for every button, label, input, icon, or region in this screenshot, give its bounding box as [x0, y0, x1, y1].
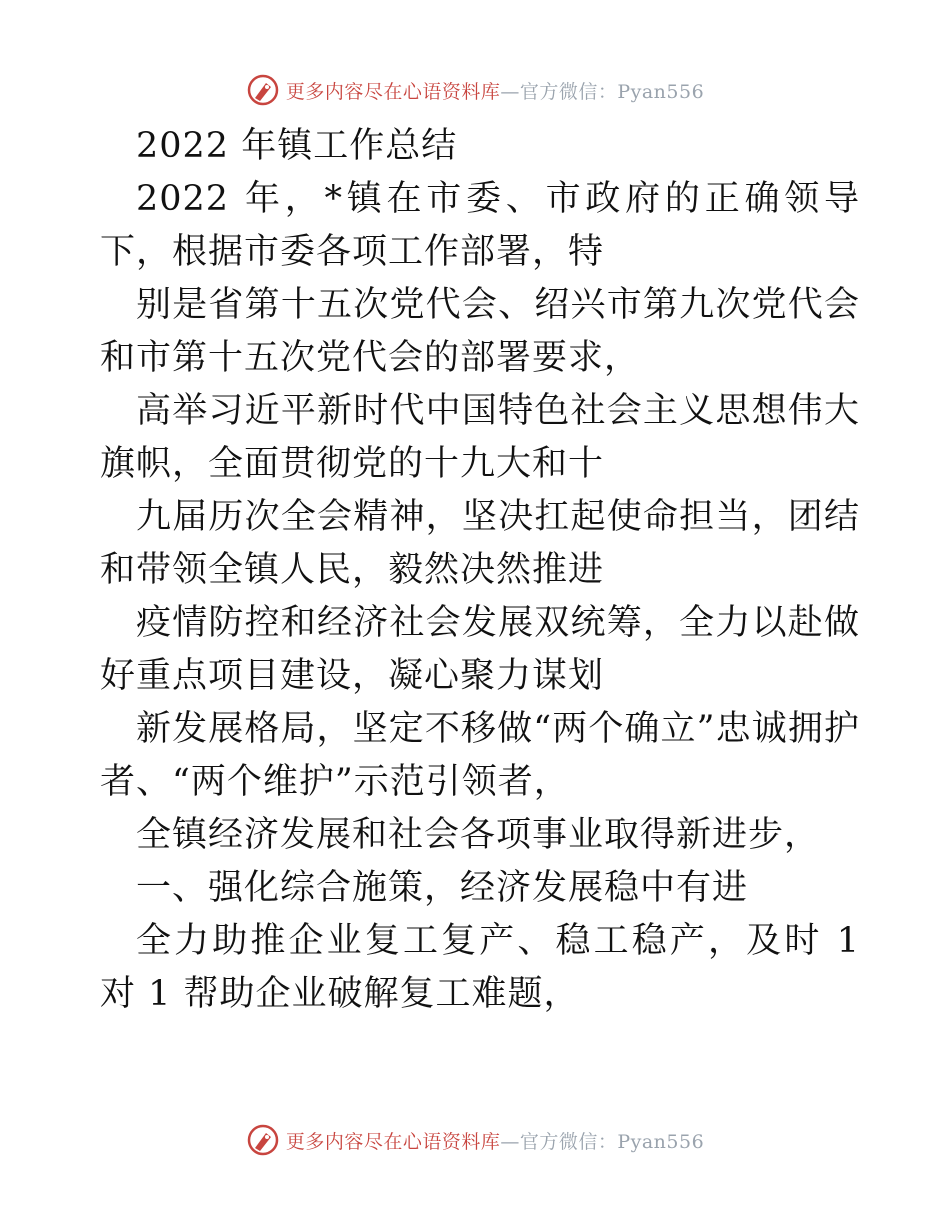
paragraph: 全力助推企业复工复产、稳工稳产，及时 1 对 1 帮助企业破解复工难题， [100, 921, 860, 1014]
watermark-contact-text: 官方微信：Pyan556 [519, 1130, 705, 1153]
watermark-separator: — [500, 80, 520, 103]
paragraph: 全镇经济发展和社会各项事业取得新进步， [136, 815, 821, 855]
watermark-brand-text: 更多内容尽在心语资料库 [285, 80, 501, 103]
watermark-contact-text: 官方微信：Pyan556 [519, 80, 705, 103]
watermark-brand-text: 更多内容尽在心语资料库 [285, 1130, 501, 1153]
paragraph: 新发展格局，坚定不移做“两个确立”忠诚拥护者、“两个维护”示范引领者， [100, 709, 860, 802]
footer-watermark [0, 1120, 950, 1160]
paragraph: 别是省第十五次党代会、绍兴市第九次党代会和市第十五次党代会的部署要求， [100, 285, 860, 378]
pen-nib-logo-icon [246, 1123, 280, 1157]
header-watermark [0, 70, 950, 110]
paragraph: 疫情防控和经济社会发展双统筹，全力以赴做好重点项目建设，凝心聚力谋划 [100, 603, 860, 696]
pen-nib-logo-icon [246, 73, 280, 107]
document-body [100, 120, 860, 1021]
paragraph: 九届历次全会精神，坚决扛起使命担当，团结和带领全镇人民，毅然决然推进 [100, 497, 860, 590]
watermark-separator: — [500, 1130, 520, 1153]
paragraph: 2022 年，*镇在市委、市政府的正确领导下，根据市委各项工作部署，特 [100, 179, 860, 272]
document-title: 2022 年镇工作总结 [136, 126, 458, 166]
paragraph: 高举习近平新时代中国特色社会主义思想伟大旗帜，全面贯彻党的十九大和十 [100, 391, 860, 484]
section-heading: 一、强化综合施策，经济发展稳中有进 [136, 868, 749, 908]
